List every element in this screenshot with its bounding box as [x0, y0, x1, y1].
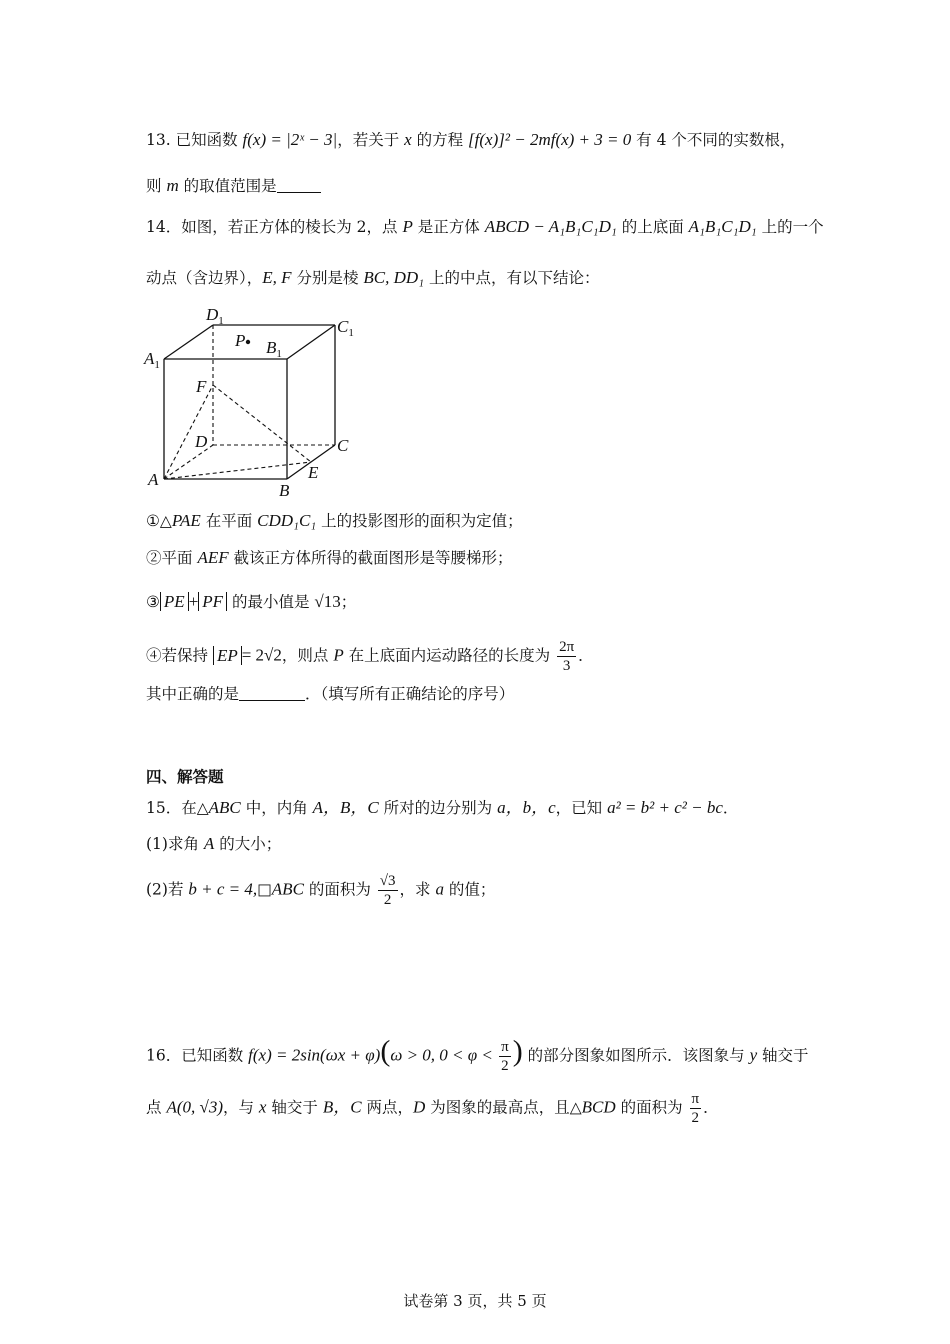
q14-text: ，则点	[281, 646, 334, 665]
page-footer: 试卷第 3 页，共 5 页	[403, 1292, 547, 1310]
q13-text: 13. 已知函数	[146, 131, 243, 149]
q14-text: ④若保持	[146, 646, 213, 665]
q14-ef: E, F	[262, 268, 292, 287]
q14-answer-line	[146, 682, 514, 706]
q16-text: 点	[146, 1098, 167, 1117]
q14-text: 截该正方体所得的截面图形是等腰梯形；	[228, 549, 513, 567]
q15-var-a-lower: a	[435, 879, 444, 899]
q14-text: 上的投影图形的面积为定值；	[316, 512, 523, 530]
label-b1: $B_1$	[266, 338, 282, 360]
label-f: F	[196, 377, 207, 396]
q15-text: 15．在△	[146, 799, 209, 817]
q16-text: ，与	[222, 1098, 259, 1117]
q16-text: 两点，	[361, 1098, 413, 1117]
q15-text: 的面积为	[303, 880, 376, 899]
q15-part1	[146, 832, 281, 856]
q13-line1	[146, 128, 795, 152]
edge-b1c1	[287, 325, 335, 359]
q14-abs-ep: EP	[213, 646, 242, 665]
q16-point-a: A(0, √3)	[166, 1097, 223, 1117]
q15-text: 所对的边分别为	[378, 799, 498, 817]
q14-text: 的上底面	[616, 218, 689, 236]
q15-part2	[146, 872, 495, 909]
q16-point-d: D	[413, 1097, 426, 1117]
q15-text: (1)求角	[146, 835, 204, 853]
q15-var-a: A	[203, 834, 215, 853]
q15-text: 中，内角	[240, 799, 313, 817]
q15-text: ．	[722, 799, 739, 817]
q14-triangle-pae: PAE	[171, 511, 201, 530]
segment-ae	[164, 462, 311, 479]
label-c: C	[337, 436, 349, 455]
q14-text: 14．如图，若正方体的棱长为 2，点	[146, 218, 403, 236]
q14-text: ；	[340, 593, 357, 611]
q15-bc-condition: b + c = 4,	[188, 879, 258, 899]
label-d: D	[195, 432, 208, 451]
q15-sides: a，b，c	[497, 798, 556, 817]
q14-fraction-2pi-3: $\frac{2\pi}{3}$	[559, 639, 575, 674]
q13-text: 则	[146, 177, 167, 195]
q15-text: ，求	[399, 880, 436, 899]
q14-text: 分别是棱	[291, 269, 364, 287]
q15-condition: a² = b² + c² − bc	[607, 798, 723, 817]
label-c1: $C_1$	[337, 317, 354, 339]
q16-paren-open: (	[380, 1034, 391, 1068]
q14-answer-blank[interactable]	[239, 684, 305, 701]
q14-text: ③	[146, 593, 160, 611]
q14-text: 是正方体	[412, 218, 485, 236]
q16-paren-close: )	[512, 1034, 523, 1068]
q16-line1	[146, 1034, 809, 1075]
q14-text: ①△	[146, 512, 172, 530]
q16-fraction-area: $\frac{\pi}{2}$	[691, 1091, 700, 1126]
q16-points-bc: B，C	[322, 1097, 362, 1117]
q13-text: 有 4 个不同的实数根，	[631, 131, 796, 149]
q14-var-p: P	[333, 645, 344, 665]
q14-plane: CDD₁C₁	[257, 511, 317, 530]
q16-text: 的部分图象如图所示．该图象与	[522, 1046, 750, 1065]
q14-statement-2	[146, 546, 513, 570]
q15-text: 的大小；	[214, 835, 282, 853]
q14-text: 在平面	[200, 512, 258, 530]
q13-text: 的取值范围是	[178, 177, 277, 195]
section-4-title: 四、解答题	[146, 767, 224, 786]
label-d1: $D_1$	[206, 305, 224, 327]
q16-text: 16．已知函数	[146, 1046, 249, 1065]
q16-text: 的面积为	[615, 1098, 688, 1117]
q14-sqrt13: √13	[314, 592, 341, 611]
q16-function: f(x) = 2sin(ωx + φ)	[248, 1045, 381, 1065]
label-b: B	[279, 481, 290, 500]
segment-fe	[213, 385, 311, 462]
q15-line1	[146, 796, 738, 820]
q14-text: ．	[578, 646, 594, 665]
label-a1: $A_1$	[144, 349, 160, 371]
q15-fraction-area: $\frac{√3}{2}$	[379, 873, 396, 908]
q15-text: 的值；	[443, 880, 496, 899]
q16-text: 轴交于	[757, 1046, 809, 1065]
point-p	[246, 340, 250, 344]
q13-answer-blank[interactable]	[277, 176, 321, 193]
q15-box-glyph: □	[257, 880, 272, 899]
q13-var-x: x	[404, 130, 412, 149]
q16-text: ．	[703, 1098, 719, 1117]
q16-text: 为图象的最高点，且△	[425, 1098, 582, 1117]
label-e: E	[308, 463, 319, 482]
q14-cube-name: ABCD − A₁B₁C₁D₁	[484, 217, 617, 236]
q15-text: ，已知	[555, 799, 608, 817]
q15-angles: A，B，C	[312, 798, 379, 817]
q14-abs-pf: PF	[198, 592, 227, 611]
q14-statement-4	[146, 638, 594, 675]
q14-line1	[146, 215, 824, 239]
cube-figure	[140, 300, 370, 505]
q14-statement-3	[146, 590, 356, 614]
q14-var-p: P	[402, 217, 413, 236]
q14-statement-1	[146, 509, 523, 533]
q14-text: 上的中点，有以下结论：	[424, 269, 600, 287]
q16-var-x: x	[258, 1097, 267, 1117]
q14-plus: +	[188, 592, 199, 611]
q16-text: 轴交于	[266, 1098, 323, 1117]
q15-triangle: ABC	[208, 798, 241, 817]
q14-edges: BC, DD₁	[363, 268, 425, 287]
q14-text: 其中正确的是	[146, 685, 240, 703]
q14-abs-pe: PE	[160, 592, 189, 611]
q16-fraction-pi-2: $\frac{\pi}{2}$	[501, 1039, 509, 1074]
q16-line2	[146, 1090, 719, 1127]
q14-text: 上的一个	[756, 218, 824, 236]
q15-text: (2)若	[146, 880, 189, 899]
q14-top-face: A₁B₁C₁D₁	[688, 217, 757, 236]
q14-plane-aef: AEF	[197, 548, 229, 567]
q14-text: 动点（含边界），	[146, 269, 263, 287]
q14-eq-2sqrt2: = 2√2	[241, 645, 282, 665]
q16-condition: ω > 0, 0 < φ <	[390, 1045, 498, 1065]
q13-text: ，若关于	[337, 131, 405, 149]
q13-function: f(x) = |2ˣ − 3|	[242, 130, 338, 149]
q14-text: ②平面	[146, 549, 198, 567]
q13-var-m: m	[166, 176, 179, 195]
q16-var-y: y	[749, 1045, 758, 1065]
q13-equation: [f(x)]² − 2mf(x) + 3 = 0	[468, 130, 632, 149]
q16-triangle-bcd: BCD	[581, 1097, 616, 1117]
q14-text: 的最小值是	[227, 593, 315, 611]
label-a: A	[148, 470, 159, 489]
q13-text: 的方程	[411, 131, 469, 149]
q14-text: 在上底面内运动路径的长度为	[343, 646, 556, 665]
label-p: P	[235, 331, 246, 350]
q14-line2	[146, 266, 600, 290]
q14-text: ．（填写所有正确结论的序号）	[305, 685, 515, 703]
q13-line2	[146, 174, 321, 198]
edge-a1d1	[164, 325, 213, 359]
q15-triangle: ABC	[271, 879, 304, 899]
